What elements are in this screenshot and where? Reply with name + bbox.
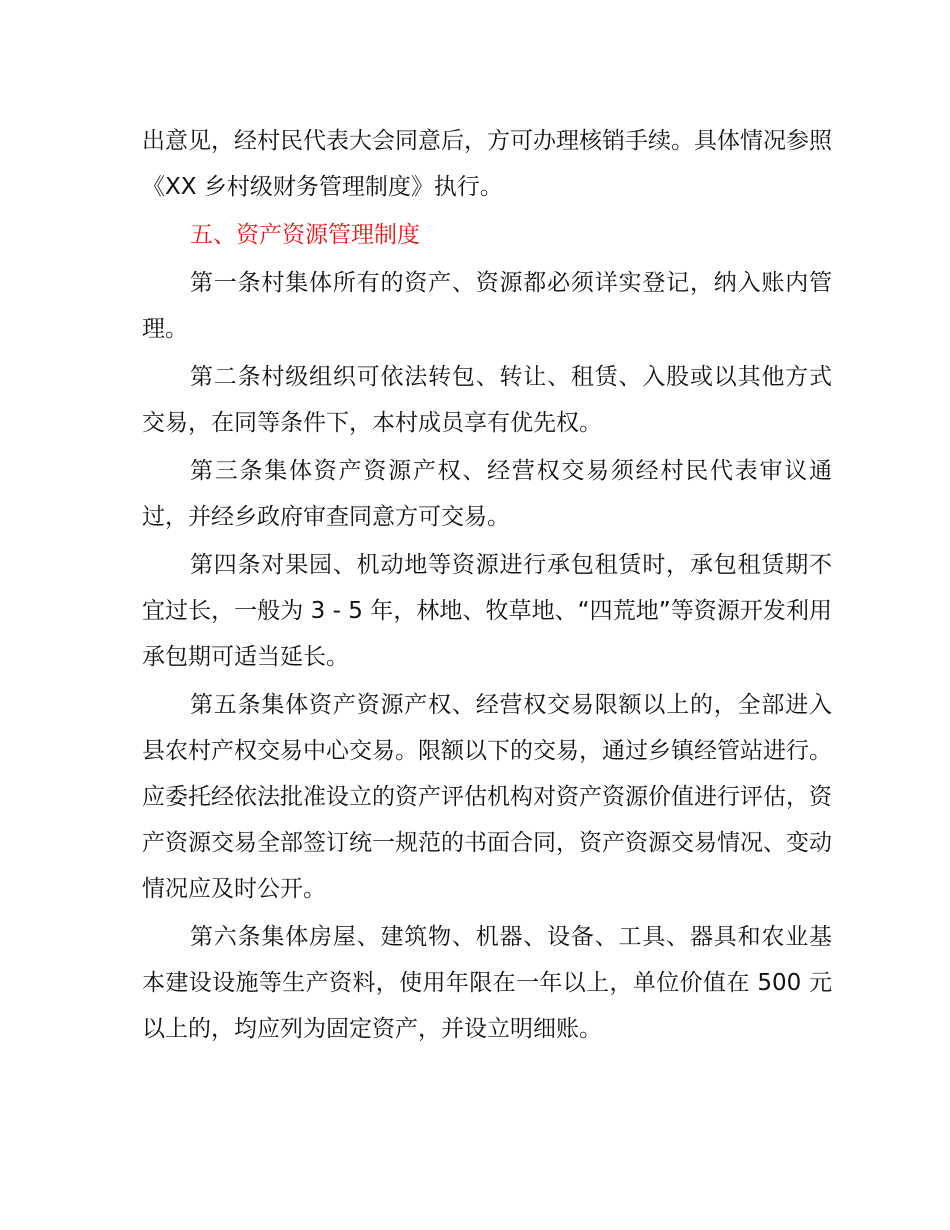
article-4-paragraph: 第四条对果园、机动地等资源进行承包租赁时，承包租赁期不宜过长，一般为 3 - 5 年，林地、牧草地、“四荒地”等资源开发利用承包期可适当延长。 [142, 552, 832, 670]
article-3-paragraph: 第三条集体资产资源产权、经营权交易须经村民代表审议通过，并经乡政府审查同意方可交易。 [142, 458, 832, 530]
article-2-paragraph: 第二条村级组织可依法转包、转让、租赁、入股或以其他方式交易，在同等条件下，本村成员享有优先权。 [142, 364, 832, 436]
continuation-paragraph: 出意见，经村民代表大会同意后，方可办理核销手续。具体情况参照《XX 乡村级财务管理制度》执行。 [142, 128, 832, 200]
article-6-paragraph: 第六条集体房屋、建筑物、机器、设备、工具、器具和农业基本建设设施等生产资料，使用年限在一年以上，单位价值在 500 元以上的，均应列为固定资产，并设立明细账。 [142, 924, 832, 1042]
document-body [142, 118, 832, 1054]
section-title: 五、资产资源管理制度 [190, 222, 420, 248]
article-1-paragraph: 第一条村集体所有的资产、资源都必须详实登记，纳入账内管理。 [142, 270, 832, 342]
article-5-paragraph: 第五条集体资产资源产权、经营权交易限额以上的，全部进入县农村产权交易中心交易。限额以下的交易，通过乡镇经管站进行。应委托经依法批准设立的资产评估机构对资产资源价值进行评估，资产资源交易全部签订统一规范的书面合同，资产资源交易情况、变动情况应及时公开。 [142, 692, 832, 902]
